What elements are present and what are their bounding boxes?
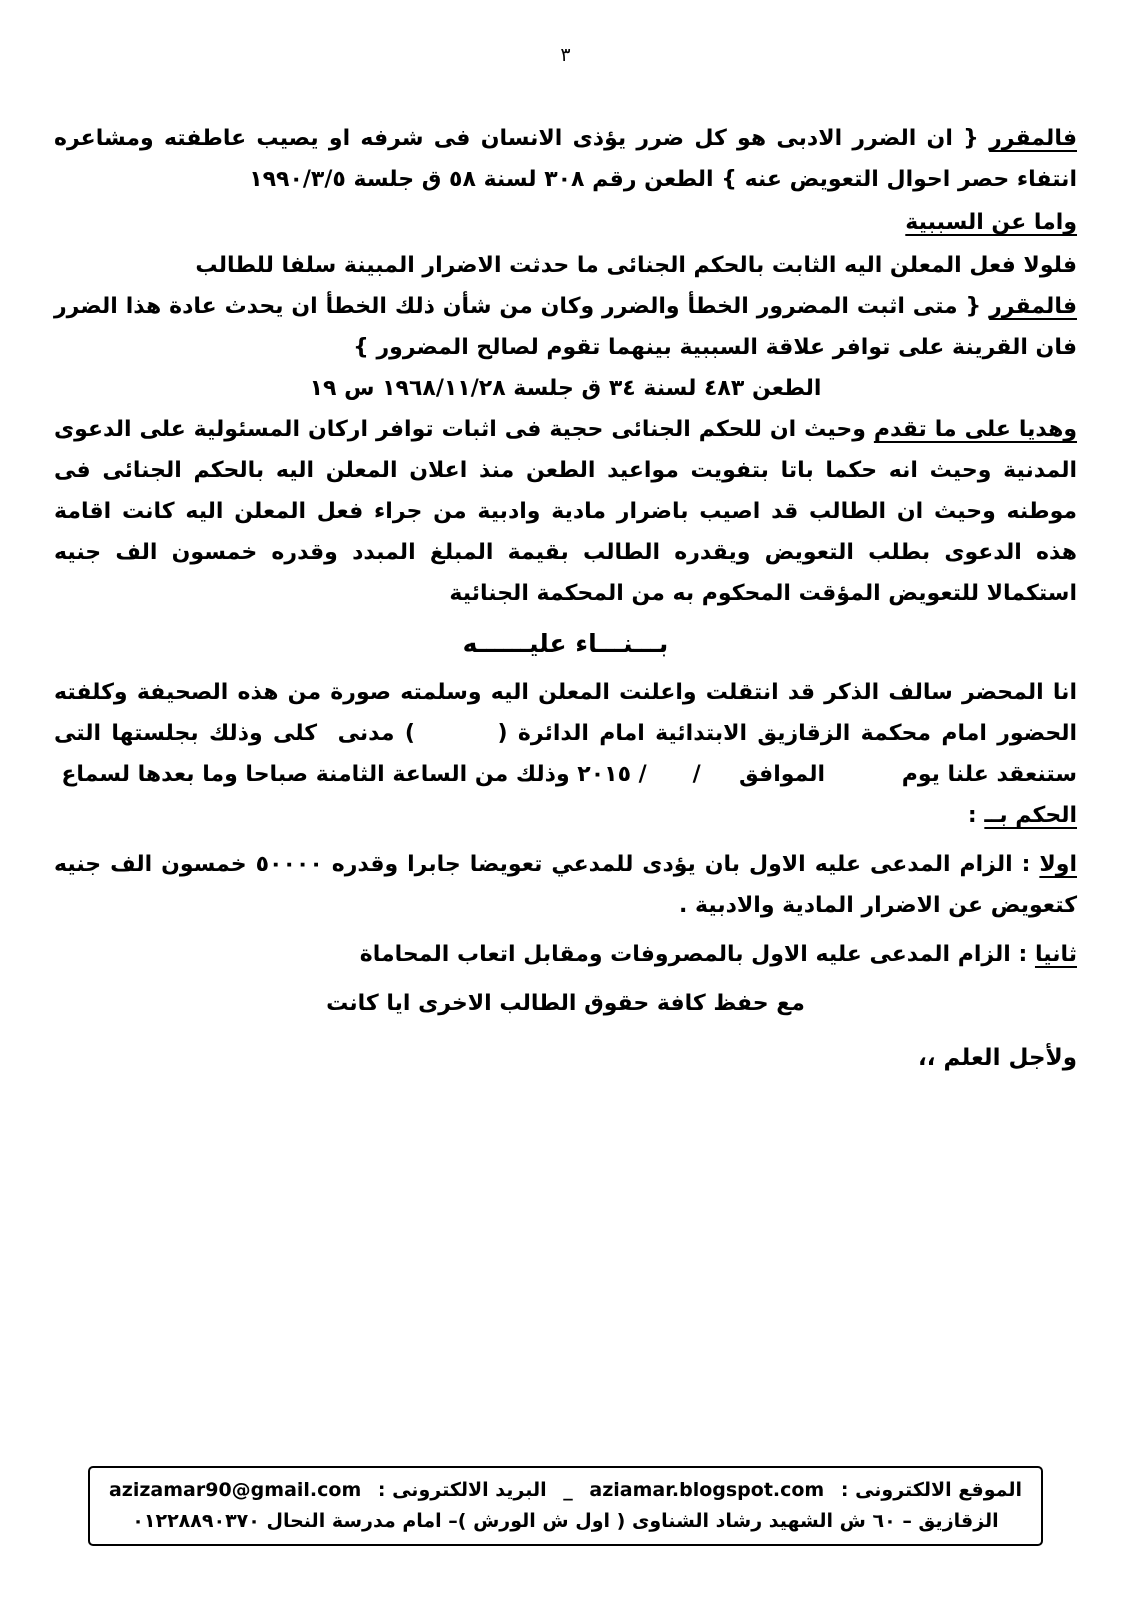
page-number: ٣ [560,44,571,66]
lead-word-falmuqarrar-2: فالمقرر [989,294,1077,319]
paragraph-service-summons: انا المحضر سالف الذكر قد انتقلت واعلنت المعلن اليه وسلمته صورة من هذه الصحيفة وكلفته الحضور امام محكمة الزقازيق الابتدائية امام الدائرة ( ) مدنى كلى وذلك بجلستها التى ستنعقد علنا يوم الموافق / / ٢٠١٥ وذلك من الساعة الثامنة صباحا وما بعدها لسماع [54,680,1077,787]
email-address: azizamar90@gmail.com [108,1479,362,1501]
paragraph-second-claim [54,934,1077,975]
verdict-intro-line [54,795,1077,836]
rights-reservation-line: مع حفظ كافة حقوق الطالب الاخرى ايا كانت [326,991,805,1016]
case-citation: الطعن ٤٨٣ لسنة ٣٤ ق جلسة ١٩٦٨/١١/٢٨ س ١٩ [309,376,822,401]
lead-word-first: اولا [1039,852,1077,877]
paragraph-moral-damage-ruling [54,118,1077,200]
paragraph-claim-basis [54,409,1077,614]
heading-causation: واما عن السببية [905,210,1077,235]
website-url: aziamar.blogspot.com [589,1479,825,1501]
paragraph-causation-ruling [54,286,1077,368]
closing-for-knowledge-line: ولأجل العلم ،، [918,1045,1077,1071]
verdict-colon: : [967,803,985,828]
paragraph-but-for-argument: فلولا فعل المعلن اليه الثابت بالحكم الجنائى ما حدثت الاضرار المبينة سلفا للطالب [195,253,1077,278]
footer-address-phone-line: الزقازيق – ٦٠ ش الشهيد رشاد الشناوى ( اول ش الورش )– امام مدرسة النحال ٠١٢٢٨٨٩٠٣٧٠ [132,1510,999,1532]
claim-basis-text: وحيث ان للحكم الجنائى حجية فى اثبات توافر اركان المسئولية على الدعوى المدنية وحيث انه حكما باتا بتفويت مواعيد الطعن منذ اعلان المعلن اليه بالحكم الجنائى فى موطنه وحيث ان الطالب قد اصيب باضرار مادية وادبية من جراء فعل المعلن اليه كانت اقامة هذه الدعوى بطلب التعويض ويقدره الطالب بقيمة المبلغ المبدد وقدره خمسون الف جنيه استكمالا للتعويض المؤقت المحكوم به من المحكمة الجنائية [54,417,1077,606]
email-label: البريد الالكترونى : [377,1479,547,1501]
second-claim-text: : الزام المدعى عليه الاول بالمصروفات ومقابل اتعاب المحاماة [359,942,1035,967]
first-claim-text: : الزام المدعى عليه الاول بان يؤدى للمدعي تعويضا جابرا وقدره ٥٠٠٠٠ خمسون الف جنيه كتعويض عن الاضرار المادية والادبية . [54,852,1077,918]
causation-ruling-text: { متى اثبت المضرور الخطأ والضرر وكان من شأن ذلك الخطأ ان يحدث عادة هذا الضرر فان القرينة على توافر علاقة السببية بينهما تقوم لصالح المضرور } [54,294,1077,360]
lead-word-wahadyan: وهديا على ما تقدم [873,417,1077,442]
lead-word-second: ثانيا [1034,942,1077,967]
contact-footer-box [88,1466,1043,1546]
moral-damage-ruling-text: { ان الضرر الادبى هو كل ضرر يؤذى الانسان فى شرفه او يصيب عاطفته ومشاعره انتفاء حصر احوال التعويض عنه } الطعن رقم ٣٠٨ لسنة ٥٨ ق جلسة ١٩٩٠/٣/٥ [54,126,1077,192]
document-content [54,44,1077,1079]
separator-underscore: _ [563,1479,573,1501]
website-label: الموقع الالكترونى : [840,1479,1022,1501]
heading-binaa-alayh: بـــنـــاء عليــــــه [462,629,669,658]
paragraph-first-claim [54,844,1077,926]
footer-online-contacts-line [104,1475,1027,1506]
lead-word-falmuqarrar-1: فالمقرر [989,126,1077,151]
verdict-lead: الحكم بــ [984,803,1077,828]
